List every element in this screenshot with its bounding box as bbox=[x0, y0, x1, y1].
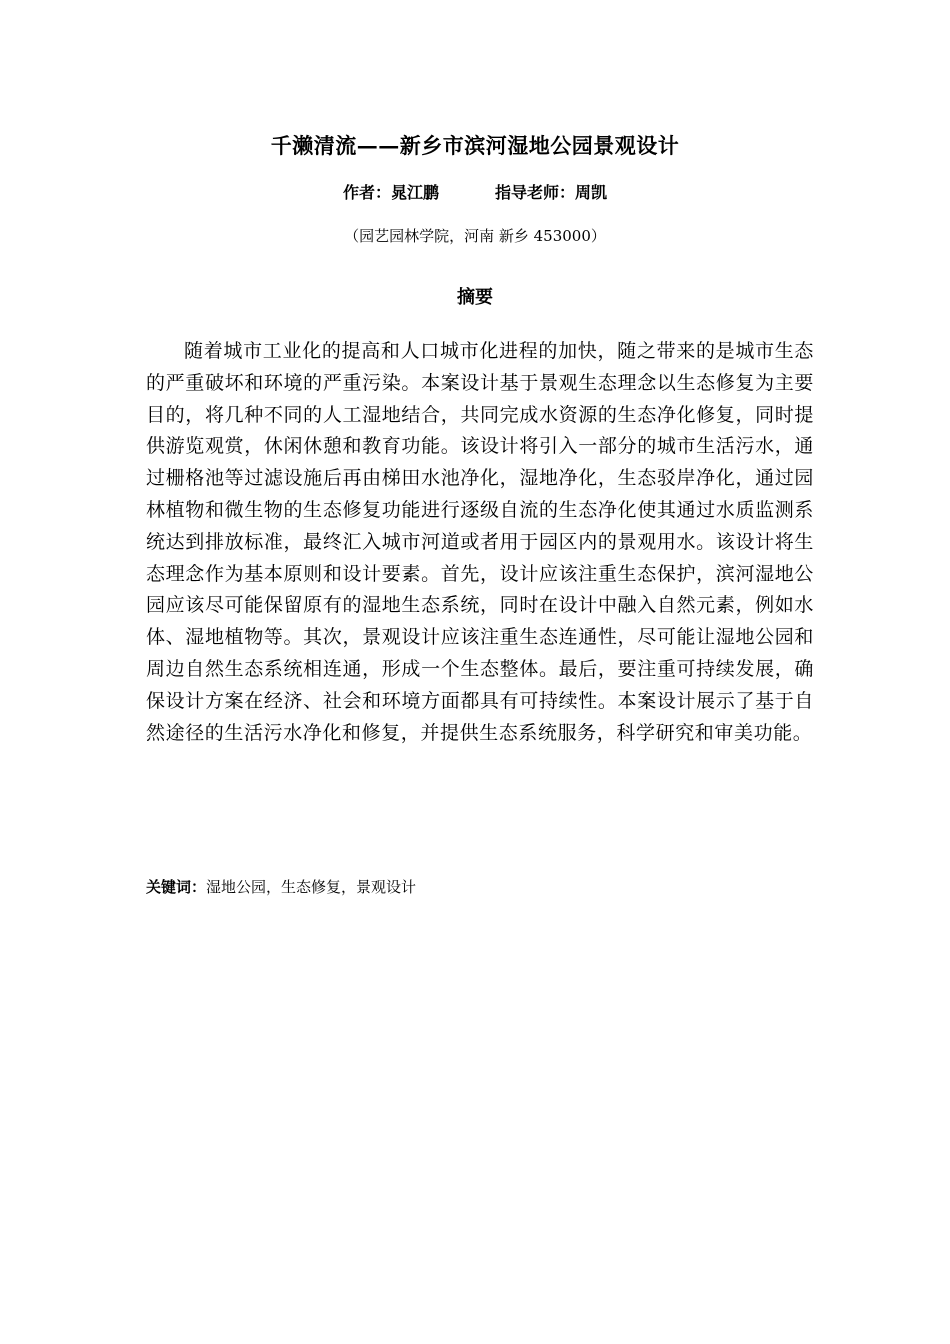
affiliation: （园艺园林学院，河南 新乡 453000） bbox=[344, 227, 606, 245]
abstract-body: 随着城市工业化的提高和人口城市化进程的加快，随之带来的是城市生态的严重破坏和环境的严重污染。本案设计基于景观生态理念以生态修复为主要目的，将几种不同的人工湿地结合，共同完成水资源的生态净化修复，同时提供游览观赏，休闲休憩和教育功能。该设计将引入一部分的城市生活污水，通过栅格池等过滤设施后再由梯田水池净化，湿地净化，生态驳岸净化，通过园林植物和微生物的生态修复功能进行逐级自流的生态净化使其通过水质监测系统达到排放标准，最终汇入城市河道或者用于园区内的景观用水。该设计将生态理念作为基本原则和设计要素。首先，设计应该注重生态保护，滨河湿地公园应该尽可能保留原有的湿地生态系统，同时在设计中融入自然元素，例如水体、湿地植物等。其次，景观设计应该注重生态连通性，尽可能让湿地公园和周边自然生态系统相连通，形成一个生态整体。最后，要注重可持续发展，确保设计方案在经济、社会和环境方面都具有可持续性。本案设计展示了基于自然途径的生活污水净化和修复，并提供生态系统服务，科学研究和审美功能。 bbox=[146, 340, 814, 744]
abstract-heading: 摘要 bbox=[457, 287, 493, 308]
author-line bbox=[0, 180, 950, 203]
keywords-label: 关键词： bbox=[146, 878, 207, 896]
author-name: 作者：晁江鹏 bbox=[342, 183, 439, 202]
paper-title: 千濑清流——新乡市滨河湿地公园景观设计 bbox=[270, 133, 680, 158]
advisor-name: 指导老师：周凯 bbox=[495, 183, 608, 202]
keywords-text: 湿地公园，生态修复，景观设计 bbox=[206, 878, 417, 896]
keywords bbox=[146, 876, 814, 897]
